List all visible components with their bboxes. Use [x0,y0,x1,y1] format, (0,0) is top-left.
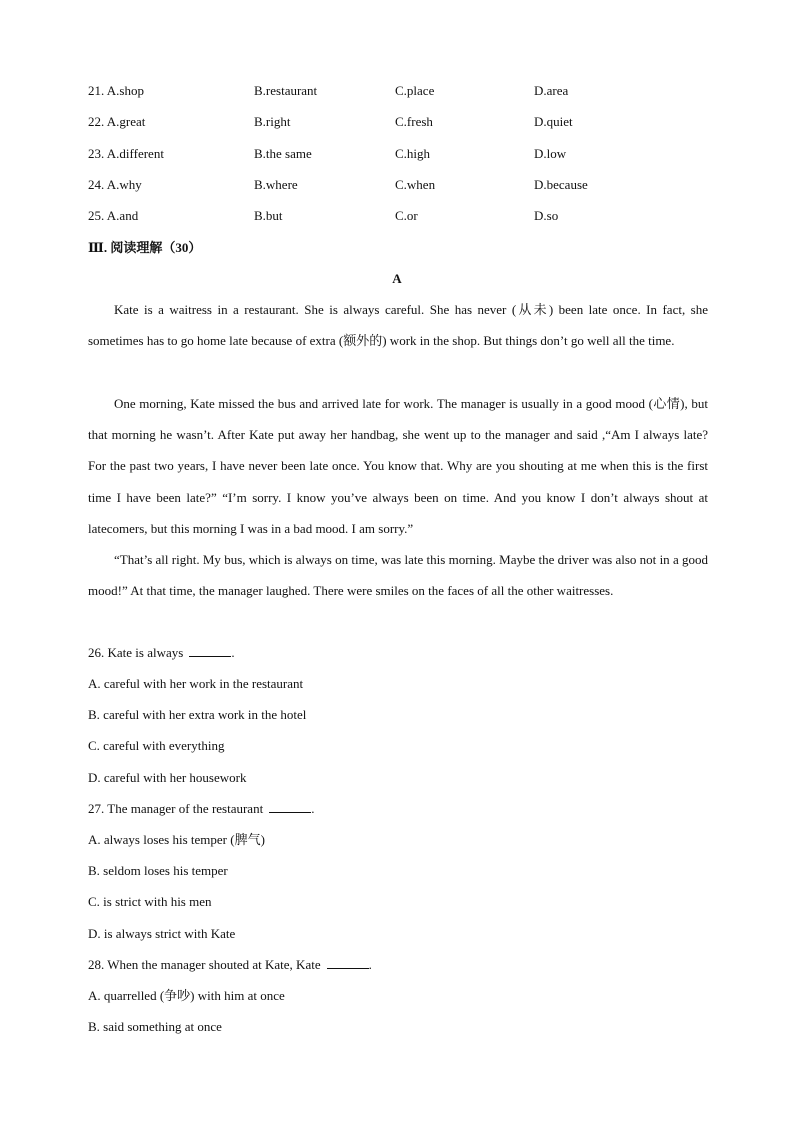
option-row-23 [88,144,708,164]
option-d: D.low [534,146,567,161]
answer-option: A. careful with her work in the restaurant [88,676,304,691]
question-stem [88,643,708,663]
option-row-22 [88,112,708,132]
option-a: 23. A.different [88,146,164,161]
passage-paragraph: One morning, Kate missed the bus and arrived late for work. The manager is usually in a good mood (心情), but that morning he wasn’t. After Kate put away her handbag, she went up to the manager and said ,“Am I always late? For the past two years, I have never been late once. You know that. Why are you shouting at me when this is the first time I have been late?” “I’m sorry. I know you’ve always been on time. And you know I don’t always shout at latecomers, but this morning I was in a bad mood. I am sorry.” [88,396,708,536]
answer-option: C. is strict with his men [88,894,212,909]
answer-option: C. careful with everything [88,738,225,753]
question-end: . [368,957,372,972]
option-b: B.the same [254,146,312,161]
question-end: . [231,645,235,660]
option-a: 24. A.why [88,177,142,192]
option-d: D.so [534,208,559,223]
answer-option: B. careful with her extra work in the hotel [88,707,307,722]
option-row-25 [88,206,708,226]
question-stem [88,799,708,819]
option-b: B.right [254,114,291,129]
option-c: C.high [395,146,431,161]
option-c: C.fresh [395,114,433,129]
answer-blank [269,800,311,813]
option-c: C.when [395,177,436,192]
passage-title: A [392,271,402,286]
passage-paragraph: Kate is a waitress in a restaurant. She is always careful. She has never (从未) been late once. In fact, she sometimes has to go home late because of extra (额外的) work in the shop. But things don’t go well all the time. [88,302,708,349]
question-text: 26. Kate is always [88,645,184,660]
option-a: 21. A.shop [88,83,144,98]
option-d: D.because [534,177,588,192]
answer-option: D. is always strict with Kate [88,926,236,941]
option-a: 25. A.and [88,208,139,223]
question-end: . [311,801,315,816]
option-b: B.but [254,208,283,223]
option-a: 22. A.great [88,114,146,129]
answer-option: A. quarrelled (争吵) with him at once [88,988,285,1003]
answer-option: D. careful with her housework [88,770,247,785]
option-d: D.quiet [534,114,573,129]
answer-option: B. seldom loses his temper [88,863,228,878]
question-text: 27. The manager of the restaurant [88,801,264,816]
answer-option: B. said something at once [88,1019,222,1034]
answer-blank [327,956,369,969]
option-row-21 [88,81,708,101]
option-c: C.or [395,208,418,223]
section-heading: Ⅲ. 阅读理解（30） [88,240,202,255]
passage-paragraph: “That’s all right. My bus, which is always on time, was late this morning. Maybe the driver was also not in a good mood!” At that time, the manager laughed. There were smiles on the faces of all the other waitresses. [88,552,708,599]
answer-blank [189,644,231,657]
question-text: 28. When the manager shouted at Kate, Kate [88,957,321,972]
option-b: B.restaurant [254,83,318,98]
option-b: B.where [254,177,298,192]
option-c: C.place [395,83,435,98]
answer-option: A. always loses his temper (脾气) [88,832,265,847]
option-d: D.area [534,83,569,98]
question-stem [88,955,708,975]
option-row-24 [88,175,708,195]
